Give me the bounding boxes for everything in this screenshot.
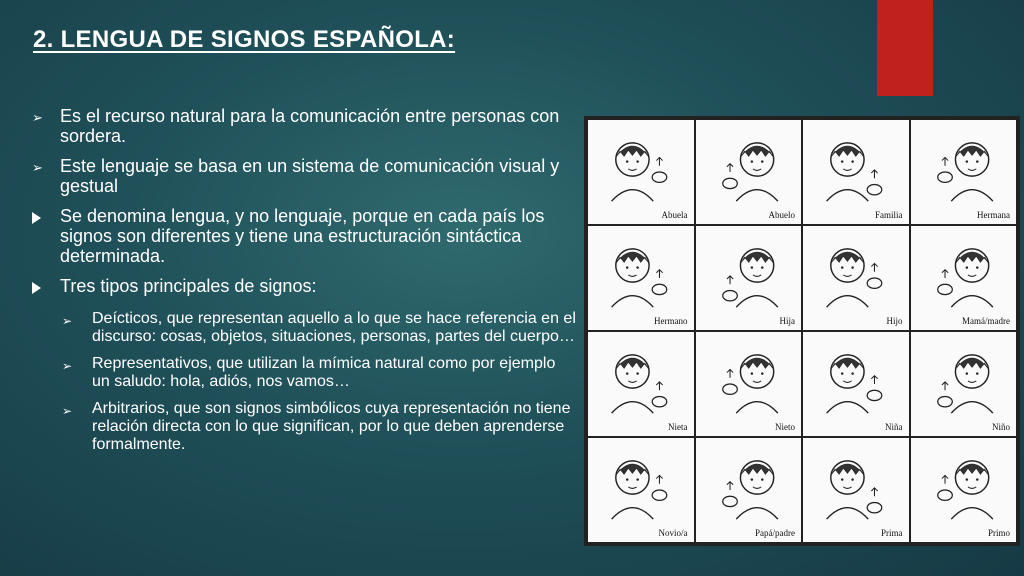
child-signing-illustration [803,438,909,542]
sign-cell [696,226,802,330]
chevron-outline-bullet-icon: ➢ [32,110,43,125]
chevron-outline-bullet-icon: ➢ [32,160,43,175]
child-signing-illustration [696,120,802,224]
sign-label: Familia [875,210,903,220]
sign-label: Papá/padre [755,528,795,538]
sub-bullet-text: Representativos, que utilizan la mímica natural como por ejemplo un saludo: hola, adiós, nos vamos… [92,355,556,390]
sign-label: Abuela [661,210,688,220]
solid-arrow-bullet-icon [32,206,60,266]
sign-cell [803,438,909,542]
sign-label: Niño [992,422,1010,432]
bullet-item [32,106,577,146]
solid-arrow-bullet-icon [32,276,60,300]
sign-cell [696,438,802,542]
sign-cell [588,332,694,436]
child-signing-illustration [696,332,802,436]
sign-label: Primo [987,528,1010,538]
sign-cell [911,226,1017,330]
sign-label: Abuelo [768,210,795,220]
child-signing-illustration [696,226,802,330]
sign-label: Mamá/madre [962,316,1010,326]
child-signing-illustration [803,332,909,436]
child-signing-illustration [911,226,1017,330]
child-signing-illustration [588,226,694,330]
sign-cell [696,120,802,224]
sign-label: Hijo [886,316,903,326]
sub-bullet-item [62,310,577,346]
bullet-text: Se denomina lengua, y no lenguaje, porque en cada país los signos son diferentes y tiene una estructuración sintáctica determinada. [60,206,545,266]
bullet-text: Es el recurso natural para la comunicación entre personas con sordera. [60,106,560,146]
child-signing-illustration [803,226,909,330]
sign-cell [803,332,909,436]
bullet-text: Este lenguaje se basa en un sistema de comunicación visual y gestual [60,156,560,196]
sign-cell [911,332,1017,436]
sub-bullet-item [62,400,577,454]
sign-cell [588,438,694,542]
bullet-item [32,156,577,196]
sign-label: Hermana [977,210,1010,220]
sign-label: Niña [885,422,903,432]
chevron-outline-bullet-icon: ➢ [62,404,73,418]
child-signing-illustration [911,332,1017,436]
sign-label: Hermano [654,316,688,326]
sign-label: Nieta [668,422,688,432]
child-signing-illustration [588,120,694,224]
child-signing-illustration [803,120,909,224]
sign-label: Hija [779,316,795,326]
child-signing-illustration [911,438,1017,542]
sub-bullet-item [62,355,577,391]
child-signing-illustration [696,438,802,542]
child-signing-illustration [588,438,694,542]
bullet-text: Tres tipos principales de signos: [60,276,317,296]
slide-title: 2. LENGUA DE SIGNOS ESPAÑOLA: [33,26,456,53]
child-signing-illustration [911,120,1017,224]
sub-bullet-text: Arbitrarios, que son signos simbólicos cuya representación no tiene relación directa con lo que significan, por lo que deben aprenderse formalmente. [92,400,571,453]
bullet-item [32,206,577,266]
sign-label: Novio/a [658,528,688,538]
chevron-outline-bullet-icon: ➢ [62,359,73,373]
slide-body [32,106,577,463]
sign-label: Prima [881,528,903,538]
red-accent-bar [877,0,933,96]
sign-language-illustration-grid [584,116,1020,546]
child-signing-illustration [588,332,694,436]
sub-bullet-text: Deícticos, que representan aquello a lo que se hace referencia en el discurso: cosas, objetos, situaciones, personas, partes del cuerpo… [92,310,576,345]
bullet-item [32,276,577,300]
sign-cell [588,226,694,330]
sign-cell [696,332,802,436]
chevron-outline-bullet-icon: ➢ [62,314,73,328]
sign-cell [803,226,909,330]
sign-cell [911,120,1017,224]
sign-cell [911,438,1017,542]
sign-cell [588,120,694,224]
sign-cell [803,120,909,224]
sign-label: Nieto [775,422,795,432]
